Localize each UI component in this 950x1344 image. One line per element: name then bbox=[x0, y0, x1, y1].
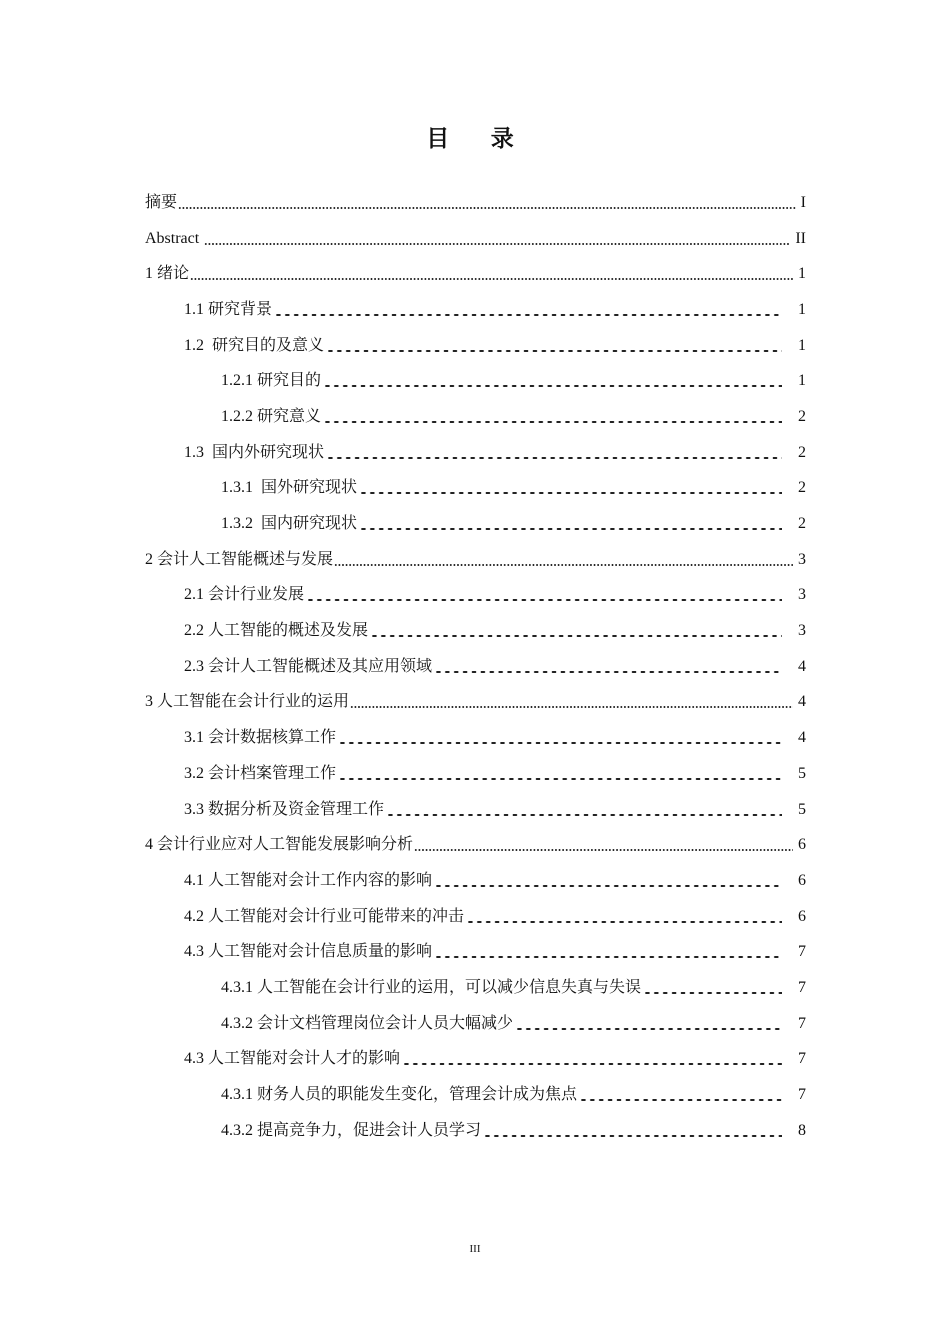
toc-entry-page: 3 bbox=[798, 622, 806, 640]
toc-entry-page: 5 bbox=[798, 764, 806, 782]
dot-leader bbox=[306, 599, 782, 601]
toc-entry[interactable] bbox=[0, 471, 806, 507]
toc-entry[interactable] bbox=[0, 256, 806, 292]
dot-leader bbox=[338, 742, 782, 744]
dot-leader bbox=[323, 385, 782, 387]
toc-entry-title: 3.1 会计数据核算工作 bbox=[184, 729, 337, 747]
dot-leader bbox=[579, 1099, 782, 1101]
toc-entry-page: 7 bbox=[798, 978, 806, 996]
toc-entry[interactable] bbox=[0, 506, 806, 542]
dot-leader bbox=[326, 457, 782, 459]
toc-entry-page: 7 bbox=[798, 1050, 806, 1068]
dot-leader bbox=[323, 421, 782, 423]
dot-leader bbox=[434, 956, 782, 958]
toc-entry[interactable] bbox=[0, 221, 806, 257]
toc-entry-page: 1 bbox=[798, 300, 806, 318]
toc-entry-page: 2 bbox=[798, 479, 806, 497]
table-of-contents bbox=[0, 185, 806, 1149]
dot-leader bbox=[515, 1028, 782, 1030]
toc-entry[interactable] bbox=[0, 720, 806, 756]
toc-entry-line bbox=[184, 336, 806, 356]
toc-entry-line bbox=[221, 478, 806, 498]
dot-leader bbox=[483, 1135, 782, 1137]
toc-entry-line bbox=[145, 550, 806, 570]
toc-entry-title: 4.3 人工智能对会计人才的影响 bbox=[184, 1050, 401, 1068]
dot-leader bbox=[204, 243, 790, 245]
toc-entry-page: 2 bbox=[798, 515, 806, 533]
toc-entry-title: 2.1 会计行业发展 bbox=[184, 586, 305, 604]
toc-entry-line bbox=[221, 407, 806, 427]
toc-entry-title: 2 会计人工智能概述与发展 bbox=[145, 550, 334, 568]
toc-entry[interactable] bbox=[0, 1042, 806, 1078]
page-title: 目 录 bbox=[426, 126, 524, 151]
dot-leader bbox=[370, 635, 782, 637]
page-number: III bbox=[469, 1243, 481, 1255]
toc-entry-title: 3 人工智能在会计行业的运用 bbox=[145, 693, 350, 711]
toc-entry[interactable] bbox=[0, 1006, 806, 1042]
toc-entry-page: 1 bbox=[798, 265, 806, 283]
toc-entry-page: 6 bbox=[798, 871, 806, 889]
toc-entry[interactable] bbox=[0, 899, 806, 935]
toc-entry-title: 3.2 会计档案管理工作 bbox=[184, 764, 337, 782]
toc-entry[interactable] bbox=[0, 863, 806, 899]
toc-entry-page: 4 bbox=[798, 657, 806, 675]
toc-entry-page: 3 bbox=[798, 550, 806, 568]
dot-leader bbox=[359, 528, 782, 530]
toc-entry-page: 8 bbox=[798, 1121, 806, 1139]
toc-entry-page: 1 bbox=[798, 372, 806, 390]
toc-entry-title: 1.3 国内外研究现状 bbox=[184, 443, 325, 461]
toc-entry-line bbox=[184, 657, 806, 677]
toc-entry-title: 1.2.1 研究目的 bbox=[221, 372, 322, 390]
dot-leader bbox=[643, 992, 782, 994]
toc-entry-line bbox=[221, 1085, 806, 1105]
toc-entry-page: 5 bbox=[798, 800, 806, 818]
toc-entry[interactable] bbox=[0, 613, 806, 649]
toc-entry-page: 1 bbox=[798, 336, 806, 354]
dot-leader bbox=[386, 814, 782, 816]
toc-entry[interactable] bbox=[0, 399, 806, 435]
toc-entry-page: 7 bbox=[798, 1014, 806, 1032]
toc-entry-title: 4.3 人工智能对会计信息质量的影响 bbox=[184, 943, 433, 961]
toc-entry-page: 2 bbox=[798, 407, 806, 425]
toc-entry-title: 4.1 人工智能对会计工作内容的影响 bbox=[184, 871, 433, 889]
toc-entry[interactable] bbox=[0, 685, 806, 721]
toc-entry[interactable] bbox=[0, 363, 806, 399]
dot-leader bbox=[466, 921, 782, 923]
toc-entry-title: 1.2 研究目的及意义 bbox=[184, 336, 325, 354]
toc-entry-line bbox=[184, 621, 806, 641]
toc-entry-title: 3.3 数据分析及资金管理工作 bbox=[184, 800, 385, 818]
toc-entry-line bbox=[184, 942, 806, 962]
dot-leader bbox=[434, 671, 782, 673]
dot-leader bbox=[178, 207, 796, 209]
toc-entry-line bbox=[145, 193, 806, 213]
toc-entry-title: 摘要 bbox=[145, 193, 178, 211]
toc-entry[interactable] bbox=[0, 578, 806, 614]
toc-entry-page: 2 bbox=[798, 443, 806, 461]
toc-entry[interactable] bbox=[0, 435, 806, 471]
toc-entry-title: 1 绪论 bbox=[145, 265, 190, 283]
dot-leader bbox=[334, 564, 793, 566]
toc-entry[interactable] bbox=[0, 970, 806, 1006]
toc-entry-line bbox=[145, 835, 806, 855]
toc-entry-title: 4.2 人工智能对会计行业可能带来的冲击 bbox=[184, 907, 465, 925]
toc-entry-line bbox=[221, 1014, 806, 1034]
toc-entry-page: 7 bbox=[798, 943, 806, 961]
dot-leader bbox=[359, 492, 782, 494]
toc-entry-title: 4 会计行业应对人工智能发展影响分析 bbox=[145, 836, 414, 854]
toc-entry-title: 1.1 研究背景 bbox=[184, 300, 273, 318]
dot-leader bbox=[402, 1063, 782, 1065]
toc-entry-line bbox=[184, 800, 806, 820]
toc-entry-line bbox=[184, 728, 806, 748]
toc-entry-title: 2.3 会计人工智能概述及其应用领域 bbox=[184, 657, 433, 675]
dot-leader bbox=[350, 706, 793, 708]
toc-entry-line bbox=[221, 978, 806, 998]
dot-leader bbox=[414, 849, 793, 851]
dot-leader bbox=[434, 885, 782, 887]
toc-entry-page: II bbox=[795, 229, 806, 247]
toc-entry[interactable] bbox=[0, 542, 806, 578]
toc-entry[interactable] bbox=[0, 185, 806, 221]
toc-entry-line bbox=[145, 229, 806, 249]
toc-entry-line bbox=[184, 907, 806, 927]
toc-entry-title: 4.3.1 财务人员的职能发生变化，管理会计成为焦点 bbox=[221, 1086, 578, 1104]
toc-entry[interactable] bbox=[0, 934, 806, 970]
toc-entry-line bbox=[145, 264, 806, 284]
dot-leader bbox=[190, 278, 793, 280]
toc-entry-title: 1.3.2 国内研究现状 bbox=[221, 515, 358, 533]
toc-entry-line bbox=[184, 871, 806, 891]
toc-entry[interactable] bbox=[0, 649, 806, 685]
toc-entry[interactable] bbox=[0, 328, 806, 364]
toc-entry-line bbox=[184, 585, 806, 605]
toc-entry[interactable] bbox=[0, 1077, 806, 1113]
toc-entry-title: 4.3.2 提高竞争力，促进会计人员学习 bbox=[221, 1121, 482, 1139]
toc-entry-line bbox=[184, 443, 806, 463]
dot-leader bbox=[338, 778, 782, 780]
toc-entry-title: 2.2 人工智能的概述及发展 bbox=[184, 622, 369, 640]
toc-entry-title: Abstract bbox=[145, 229, 204, 247]
toc-entry-line bbox=[221, 1121, 806, 1141]
toc-entry-page: 3 bbox=[798, 586, 806, 604]
toc-entry-page: 6 bbox=[798, 907, 806, 925]
toc-entry-line bbox=[184, 300, 806, 320]
toc-entry-line bbox=[184, 1049, 806, 1069]
toc-entry-line bbox=[184, 764, 806, 784]
toc-entry[interactable] bbox=[0, 292, 806, 328]
toc-entry-page: 7 bbox=[798, 1086, 806, 1104]
toc-entry[interactable] bbox=[0, 1113, 806, 1149]
toc-entry-page: I bbox=[800, 193, 806, 211]
toc-entry-line bbox=[221, 371, 806, 391]
toc-entry-page: 6 bbox=[798, 836, 806, 854]
toc-entry-title: 1.2.2 研究意义 bbox=[221, 407, 322, 425]
toc-entry-page: 4 bbox=[798, 693, 806, 711]
toc-entry[interactable] bbox=[0, 792, 806, 828]
toc-entry[interactable] bbox=[0, 827, 806, 863]
toc-entry-title: 4.3.1 人工智能在会计行业的运用，可以减少信息失真与失误 bbox=[221, 978, 642, 996]
toc-entry-page: 4 bbox=[798, 729, 806, 747]
dot-leader bbox=[326, 350, 782, 352]
dot-leader bbox=[274, 314, 782, 316]
toc-entry-title: 4.3.2 会计文档管理岗位会计人员大幅减少 bbox=[221, 1014, 514, 1032]
toc-entry-line bbox=[145, 692, 806, 712]
toc-entry-title: 1.3.1 国外研究现状 bbox=[221, 479, 358, 497]
toc-entry-line bbox=[221, 514, 806, 534]
toc-entry[interactable] bbox=[0, 756, 806, 792]
